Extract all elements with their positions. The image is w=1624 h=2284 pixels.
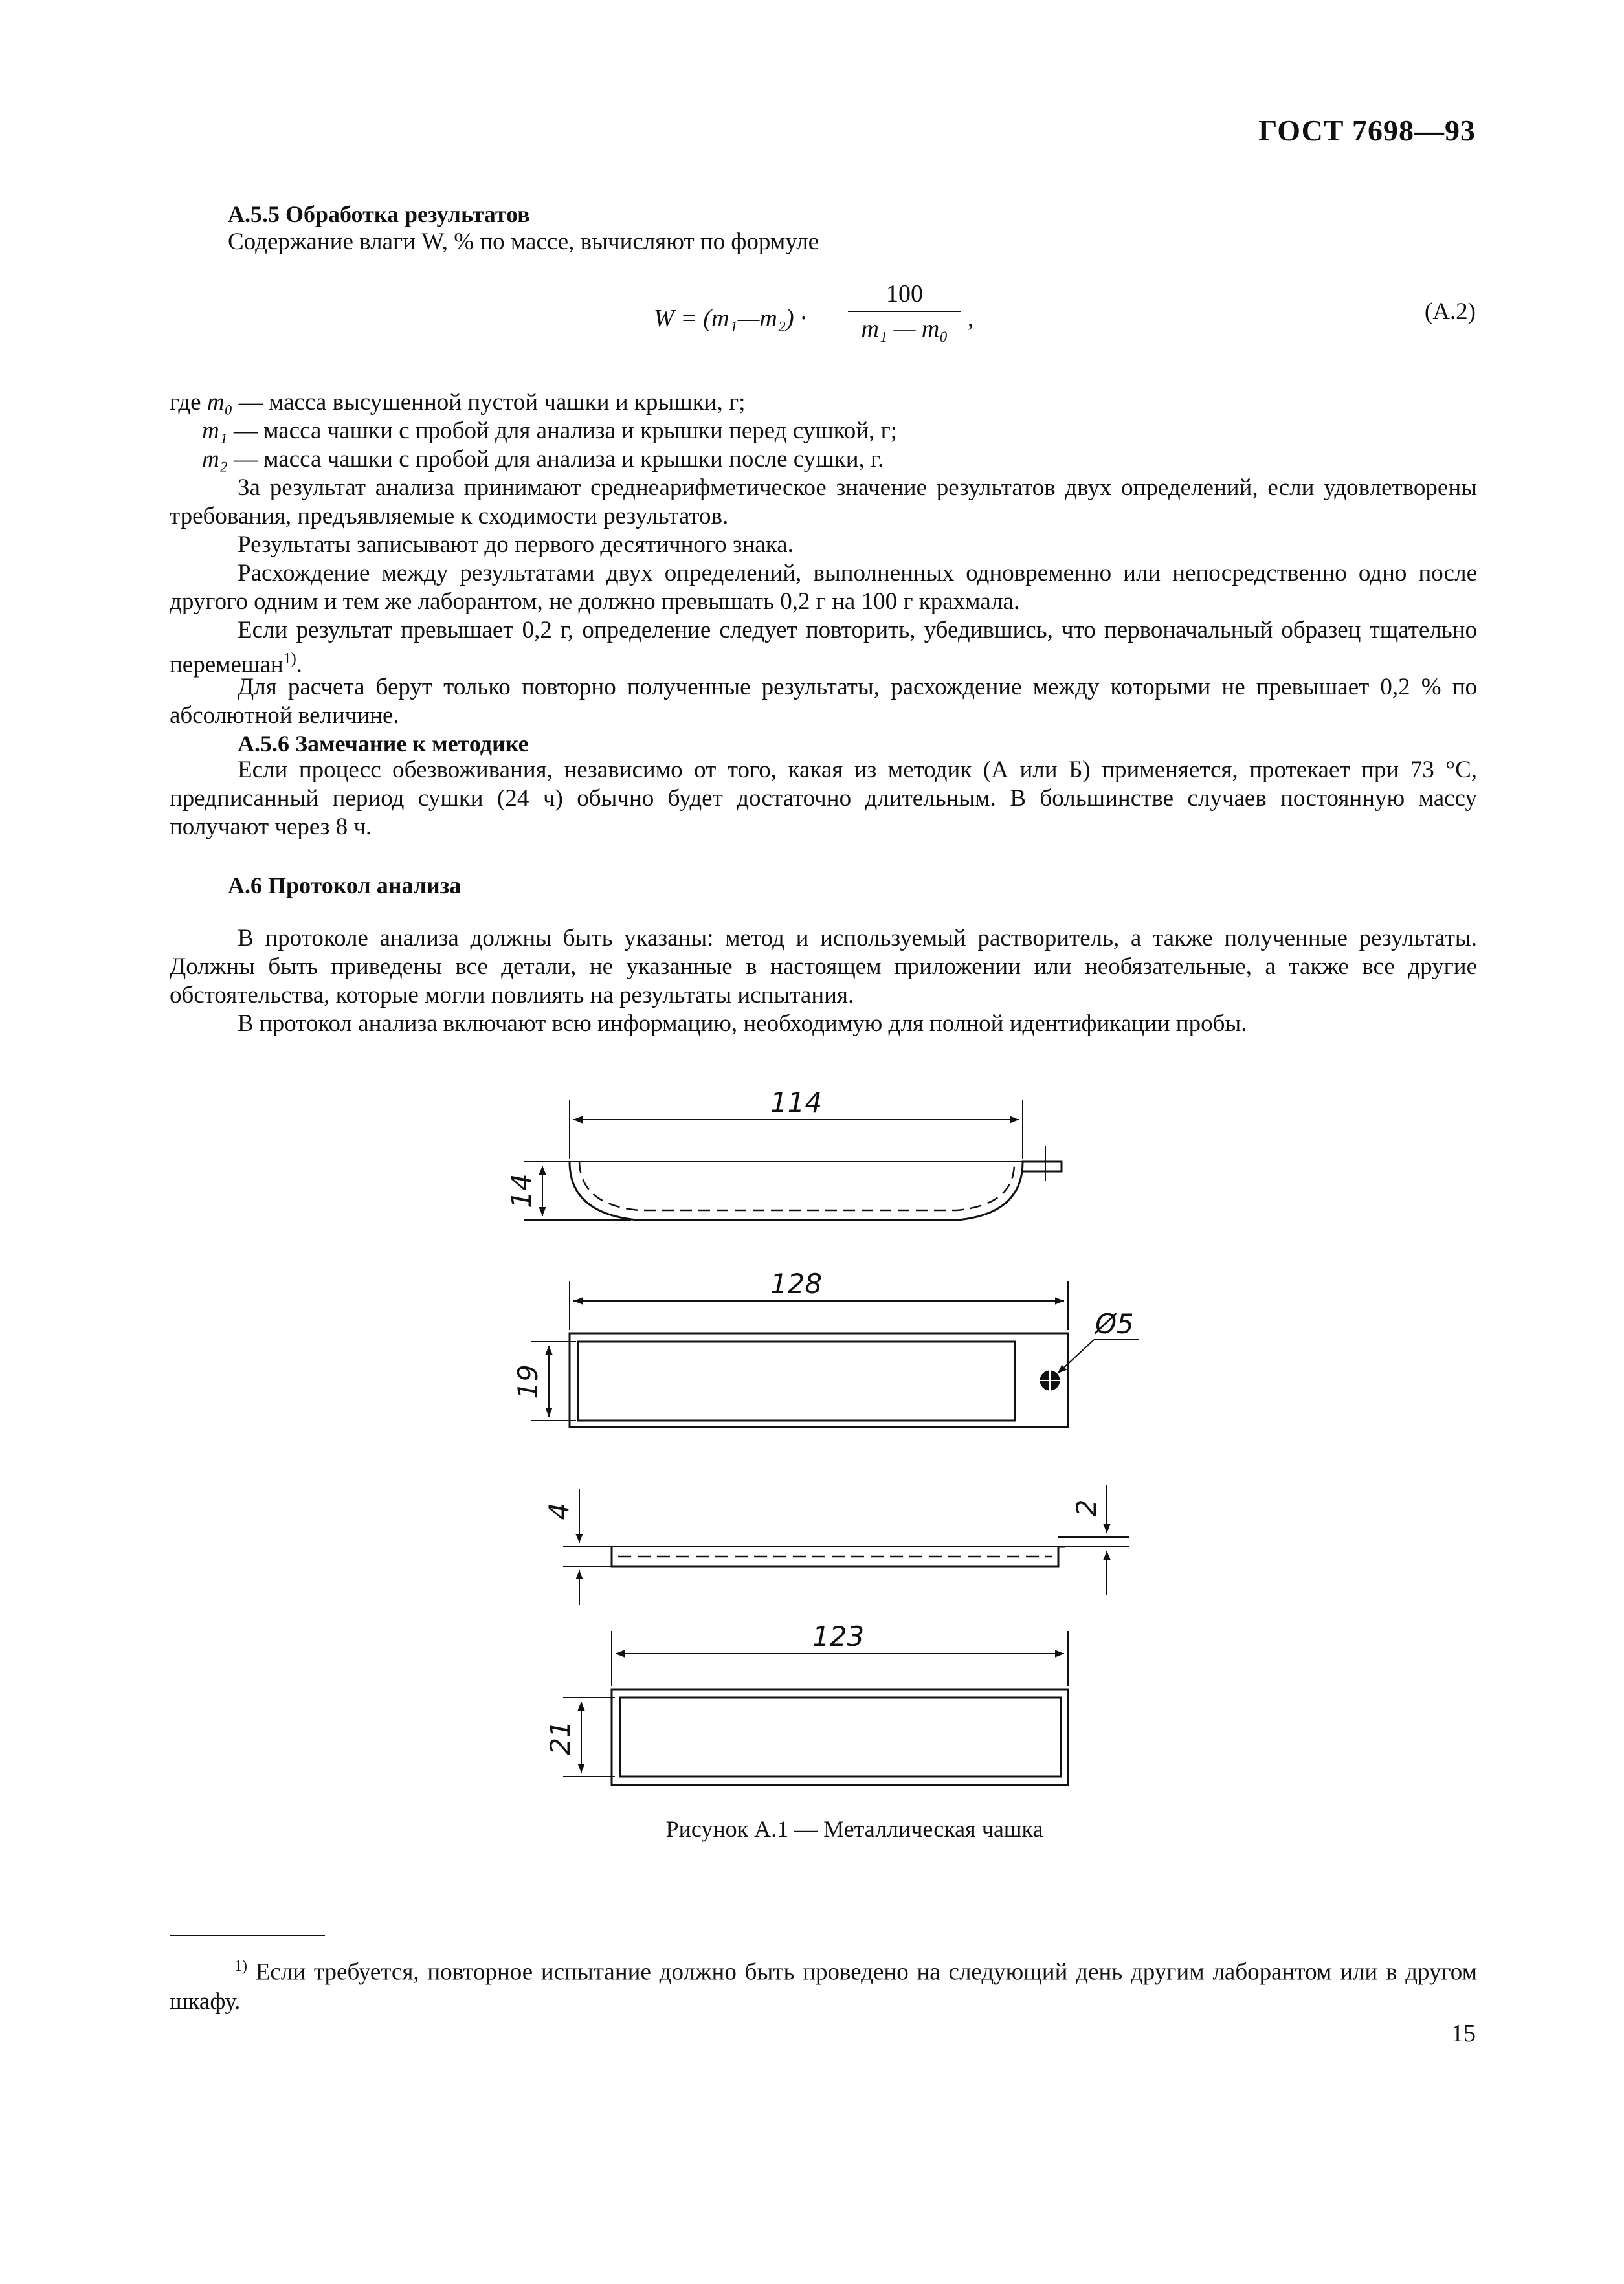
formula-lhs: W = (m₁—m₂) ·	[654, 305, 806, 332]
section-heading-a55: А.5.5 Обработка результатов	[228, 201, 530, 227]
symbol-m2: m₂	[202, 446, 228, 472]
equation-number: (А.2)	[1424, 298, 1476, 325]
dim-label-123: 123	[812, 1621, 865, 1652]
formula-numerator: 100	[886, 280, 923, 307]
dim-label-114: 114	[770, 1087, 823, 1118]
paragraph-recalc: Для расчета берут только повторно полученные результаты, расхождение между которыми не превышает 0,2 % по абсолютной величине.	[170, 674, 1477, 729]
footnote-ref: 1)	[283, 650, 296, 667]
paragraph-repeat-text: Если результат превышает 0,2 г, определение следует повторить, убедившись, что первоначальный образец тщательно перемешан	[170, 617, 1477, 678]
a6-paragraph-2: В протокол анализа включают всю информацию, необходимую для полной идентификации пробы.	[238, 1010, 1247, 1037]
dish-profile-hidden-line	[579, 1162, 1014, 1210]
formula-denominator: m₁ — m₀	[861, 315, 948, 342]
where-m0-text: — масса высушенной пустой чашки и крышки, г;	[238, 389, 746, 416]
dim-label-19: 19	[512, 1364, 544, 1399]
footnote-rule	[170, 1935, 325, 1936]
paragraph-repeat-end: .	[296, 651, 302, 678]
section-heading-a56: А.5.6 Замечание к методике	[238, 731, 529, 757]
dim-label-4: 4	[543, 1502, 575, 1520]
section-heading-a6: А.6 Протокол анализа	[228, 872, 462, 898]
footnote	[170, 1951, 1477, 2017]
lid-plan-inner	[620, 1698, 1061, 1777]
page-number: 15	[1451, 2020, 1476, 2047]
a6-paragraph-1: В протоколе анализа должны быть указаны: метод и используемый растворитель, а также полученные результаты. Должны быть приведены все детали, не указанные в настоящем приложении или необязательные, а также все другие обстоятельства, которые могли повлиять на результаты испытания.	[170, 925, 1477, 1008]
dim-label-14: 14	[506, 1173, 537, 1208]
where-prefix: где	[170, 389, 201, 416]
dim-label-21: 21	[544, 1720, 576, 1755]
leader-d5	[1058, 1340, 1094, 1373]
dish-plan-inner	[578, 1342, 1015, 1421]
paragraph-result: За результат анализа принимают среднеарифметическое значение результатов двух определений, если удовлетворены требования, предъявляемые к сходимости результатов.	[170, 474, 1477, 529]
figure-caption: Рисунок А.1 — Металлическая чашка	[665, 1816, 1043, 1842]
a55-intro: Содержание влаги W, % по массе, вычисляют по формуле	[228, 228, 819, 255]
footnote-text: Если требуется, повторное испытание должно быть проведено на следующий день другим лаборантом или в другом шкафу.	[170, 1958, 1478, 2015]
symbol-m1: m₁	[202, 417, 228, 444]
lid-plan-outer	[612, 1689, 1068, 1785]
document-code: ГОСТ 7698—93	[1258, 114, 1476, 147]
a56-text: Если процесс обезвоживания, независимо от того, какая из методик (А или Б) применяется, протекает при 73 °С, предписанный период сушки (24 ч) обычно будет достаточно длительным. В большинстве случаев постоянную массу получают через 8 ч.	[170, 757, 1477, 840]
footnote-marker: 1)	[234, 1958, 247, 1975]
dish-profile-outline	[570, 1162, 1062, 1220]
symbol-m0: m₀	[206, 389, 233, 416]
paragraph-discrepancy: Расхождение между результатами двух определений, выполненных одновременно или непосредственно одно после другого одним и тем же лаборантом, не должно превышать 0,2 г на 100 г крахмала.	[170, 560, 1477, 615]
where-m2-text: — масса чашки с пробой для анализа и крышки после сушки, г.	[233, 446, 884, 472]
paragraph-decimal: Результаты записывают до первого десятичного знака.	[238, 531, 794, 558]
dim-label-d5: Ø5	[1095, 1308, 1134, 1340]
formula-comma: ,	[968, 305, 974, 332]
dish-plan-outer	[570, 1333, 1068, 1427]
dim-label-2: 2	[1071, 1499, 1102, 1517]
where-m1-text: — масса чашки с пробой для анализа и крышки перед сушкой, г;	[233, 417, 898, 444]
dim-label-128: 128	[770, 1268, 823, 1300]
